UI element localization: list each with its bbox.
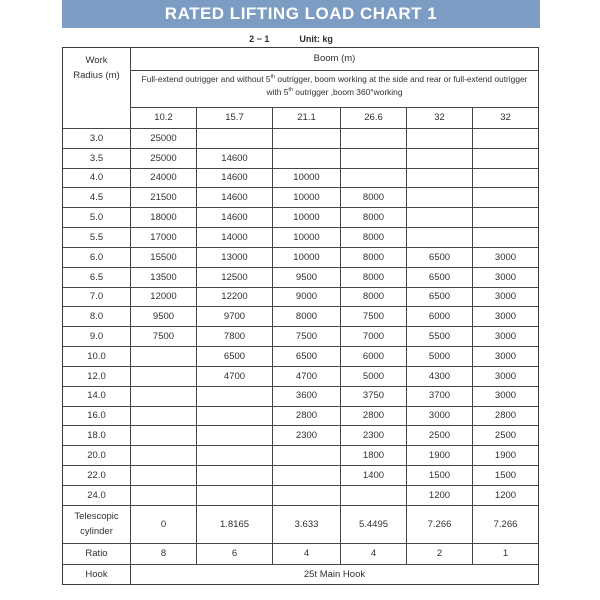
load-cell	[131, 367, 197, 387]
load-cell: 9000	[273, 288, 341, 308]
note-superscript: th	[288, 87, 293, 94]
load-cell: 6500	[407, 288, 473, 308]
load-cell	[407, 228, 473, 248]
load-cell: 1500	[407, 466, 473, 486]
load-cell	[407, 188, 473, 208]
radius-cell: 24.0	[63, 486, 131, 506]
load-cell: 2500	[473, 426, 538, 446]
radius-cell: 14.0	[63, 387, 131, 407]
load-cell: 14000	[197, 228, 273, 248]
radius-cell: 16.0	[63, 407, 131, 427]
load-cell	[341, 486, 407, 506]
note-superscript: th	[270, 74, 276, 81]
load-cell: 6000	[341, 347, 407, 367]
work-radius-header-line2: Radius (m)	[73, 70, 120, 82]
load-cell	[473, 169, 538, 189]
load-cell: 2800	[273, 407, 341, 427]
load-cell: 3000	[473, 268, 538, 288]
ratio-value-cell: 4	[273, 544, 341, 565]
radius-cell: 12.0	[63, 367, 131, 387]
load-cell: 2800	[473, 407, 538, 427]
load-cell: 8000	[341, 268, 407, 288]
load-cell: 17000	[131, 228, 197, 248]
load-cell: 7500	[273, 327, 341, 347]
work-radius-header	[63, 48, 131, 129]
page-title-bar	[62, 0, 540, 28]
load-cell: 1900	[407, 446, 473, 466]
telescopic-value-cell: 7.266	[407, 506, 473, 544]
telescopic-label: Telescopic cylinder	[63, 506, 131, 544]
load-cell: 25000	[131, 149, 197, 169]
load-cell: 8000	[341, 228, 407, 248]
load-cell: 8000	[341, 188, 407, 208]
load-cell: 5500	[407, 327, 473, 347]
load-cell: 6500	[197, 347, 273, 367]
load-cell: 6500	[273, 347, 341, 367]
load-cell: 4300	[407, 367, 473, 387]
load-cell: 5000	[407, 347, 473, 367]
load-cell: 6000	[407, 307, 473, 327]
load-cell: 24000	[131, 169, 197, 189]
load-cell: 1800	[341, 446, 407, 466]
load-cell: 7800	[197, 327, 273, 347]
load-cell	[473, 228, 538, 248]
load-cell: 6500	[407, 268, 473, 288]
load-cell: 10000	[273, 169, 341, 189]
note-text-segment: outrigger ,boom 360°working	[292, 87, 403, 98]
load-cell	[197, 387, 273, 407]
radius-cell: 10.0	[63, 347, 131, 367]
load-cell: 9500	[273, 268, 341, 288]
load-cell: 7000	[341, 327, 407, 347]
load-cell: 3600	[273, 387, 341, 407]
load-cell: 4700	[197, 367, 273, 387]
load-cell	[131, 387, 197, 407]
load-cell	[197, 486, 273, 506]
load-cell: 15500	[131, 248, 197, 268]
load-cell	[407, 129, 473, 149]
load-cell: 12200	[197, 288, 273, 308]
load-cell: 7500	[341, 307, 407, 327]
load-cell: 2300	[341, 426, 407, 446]
load-cell	[197, 407, 273, 427]
page-title: RATED LIFTING LOAD CHART 1	[164, 4, 438, 23]
load-cell	[473, 129, 538, 149]
radius-cell: 9.0	[63, 327, 131, 347]
load-cell	[407, 169, 473, 189]
radius-cell: 5.0	[63, 208, 131, 228]
load-cell: 13000	[197, 248, 273, 268]
load-cell	[341, 129, 407, 149]
load-cell: 13500	[131, 268, 197, 288]
load-cell: 3000	[407, 407, 473, 427]
load-cell: 2300	[273, 426, 341, 446]
load-cell	[341, 169, 407, 189]
load-cell	[131, 446, 197, 466]
load-cell: 3000	[473, 367, 538, 387]
load-cell: 3000	[473, 387, 538, 407]
load-cell	[341, 149, 407, 169]
load-cell: 9700	[197, 307, 273, 327]
load-cell	[407, 149, 473, 169]
ratio-label: Ratio	[63, 544, 131, 565]
ratio-value-cell: 1	[473, 544, 538, 565]
load-cell	[273, 129, 341, 149]
telescopic-value-cell: 5.4495	[341, 506, 407, 544]
load-cell: 3750	[341, 387, 407, 407]
load-cell: 14600	[197, 169, 273, 189]
load-cell: 10000	[273, 208, 341, 228]
radius-cell: 22.0	[63, 466, 131, 486]
load-cell	[131, 407, 197, 427]
unit-label: Unit: kg	[299, 33, 333, 44]
outrigger-note	[131, 71, 538, 108]
boom-length-header-cell: 26.6	[341, 108, 407, 129]
load-cell	[131, 466, 197, 486]
load-cell	[273, 466, 341, 486]
telescopic-value-cell: 0	[131, 506, 197, 544]
telescopic-value-cell: 7.266	[473, 506, 538, 544]
radius-cell: 8.0	[63, 307, 131, 327]
load-cell: 4700	[273, 367, 341, 387]
ratio-value-cell: 8	[131, 544, 197, 565]
load-cell: 9500	[131, 307, 197, 327]
load-cell: 1200	[407, 486, 473, 506]
load-cell: 2500	[407, 426, 473, 446]
load-cell	[473, 149, 538, 169]
load-cell	[273, 486, 341, 506]
load-cell	[273, 446, 341, 466]
ratio-value-cell: 2	[407, 544, 473, 565]
load-cell: 8000	[273, 307, 341, 327]
load-cell: 3000	[473, 347, 538, 367]
load-cell: 8000	[341, 248, 407, 268]
load-cell: 3000	[473, 248, 538, 268]
load-cell: 1500	[473, 466, 538, 486]
ratio-value-cell: 6	[197, 544, 273, 565]
radius-cell: 6.0	[63, 248, 131, 268]
radius-cell: 5.5	[63, 228, 131, 248]
radius-cell: 6.5	[63, 268, 131, 288]
radius-cell: 7.0	[63, 288, 131, 308]
load-cell: 18000	[131, 208, 197, 228]
hook-value: 25t Main Hook	[303, 568, 366, 580]
load-cell: 12500	[197, 268, 273, 288]
load-cell	[473, 208, 538, 228]
note-text-segment: outrigger, boom working at the side and rear or full-extend outrigger with 5	[266, 74, 528, 98]
load-cell: 5000	[341, 367, 407, 387]
load-cell: 14600	[197, 149, 273, 169]
boom-length-header-cell: 10.2	[131, 108, 197, 129]
load-cell: 1400	[341, 466, 407, 486]
radius-cell: 18.0	[63, 426, 131, 446]
table-caption	[52, 32, 530, 45]
table-number: 2 − 1	[249, 33, 270, 44]
radius-cell: 3.5	[63, 149, 131, 169]
load-cell: 1200	[473, 486, 538, 506]
load-cell	[407, 208, 473, 228]
telescopic-value-cell: 3.633	[273, 506, 341, 544]
radius-cell: 20.0	[63, 446, 131, 466]
load-cell: 3000	[473, 327, 538, 347]
hook-label: Hook	[63, 565, 131, 584]
boom-length-header-cell: 15.7	[197, 108, 273, 129]
load-cell	[131, 426, 197, 446]
load-cell: 21500	[131, 188, 197, 208]
load-cell: 10000	[273, 228, 341, 248]
load-cell	[131, 486, 197, 506]
load-cell	[473, 188, 538, 208]
load-cell: 2800	[341, 407, 407, 427]
load-cell	[131, 347, 197, 367]
load-cell: 3000	[473, 307, 538, 327]
load-cell: 7500	[131, 327, 197, 347]
load-cell	[197, 466, 273, 486]
load-cell: 25000	[131, 129, 197, 149]
load-chart-table	[62, 47, 539, 585]
load-cell: 3000	[473, 288, 538, 308]
load-cell: 3700	[407, 387, 473, 407]
load-cell	[197, 446, 273, 466]
load-cell: 1900	[473, 446, 538, 466]
boom-length-header-cell: 21.1	[273, 108, 341, 129]
load-cell: 8000	[341, 288, 407, 308]
load-cell: 6500	[407, 248, 473, 268]
load-cell	[273, 149, 341, 169]
note-text-segment: Full-extend outrigger and without 5	[141, 74, 271, 84]
load-cell: 14600	[197, 208, 273, 228]
load-cell: 12000	[131, 288, 197, 308]
boom-header: Boom (m)	[131, 48, 538, 71]
radius-cell: 3.0	[63, 129, 131, 149]
load-cell	[197, 426, 273, 446]
radius-cell: 4.0	[63, 169, 131, 189]
work-radius-header-line1: Work	[85, 55, 108, 66]
load-cell: 14600	[197, 188, 273, 208]
load-cell: 10000	[273, 248, 341, 268]
telescopic-value-cell: 1.8165	[197, 506, 273, 544]
load-cell: 10000	[273, 188, 341, 208]
boom-length-header-cell: 32	[473, 108, 538, 129]
load-cell	[197, 129, 273, 149]
boom-length-header-cell: 32	[407, 108, 473, 129]
radius-cell: 4.5	[63, 188, 131, 208]
ratio-value-cell: 4	[341, 544, 407, 565]
load-cell: 8000	[341, 208, 407, 228]
